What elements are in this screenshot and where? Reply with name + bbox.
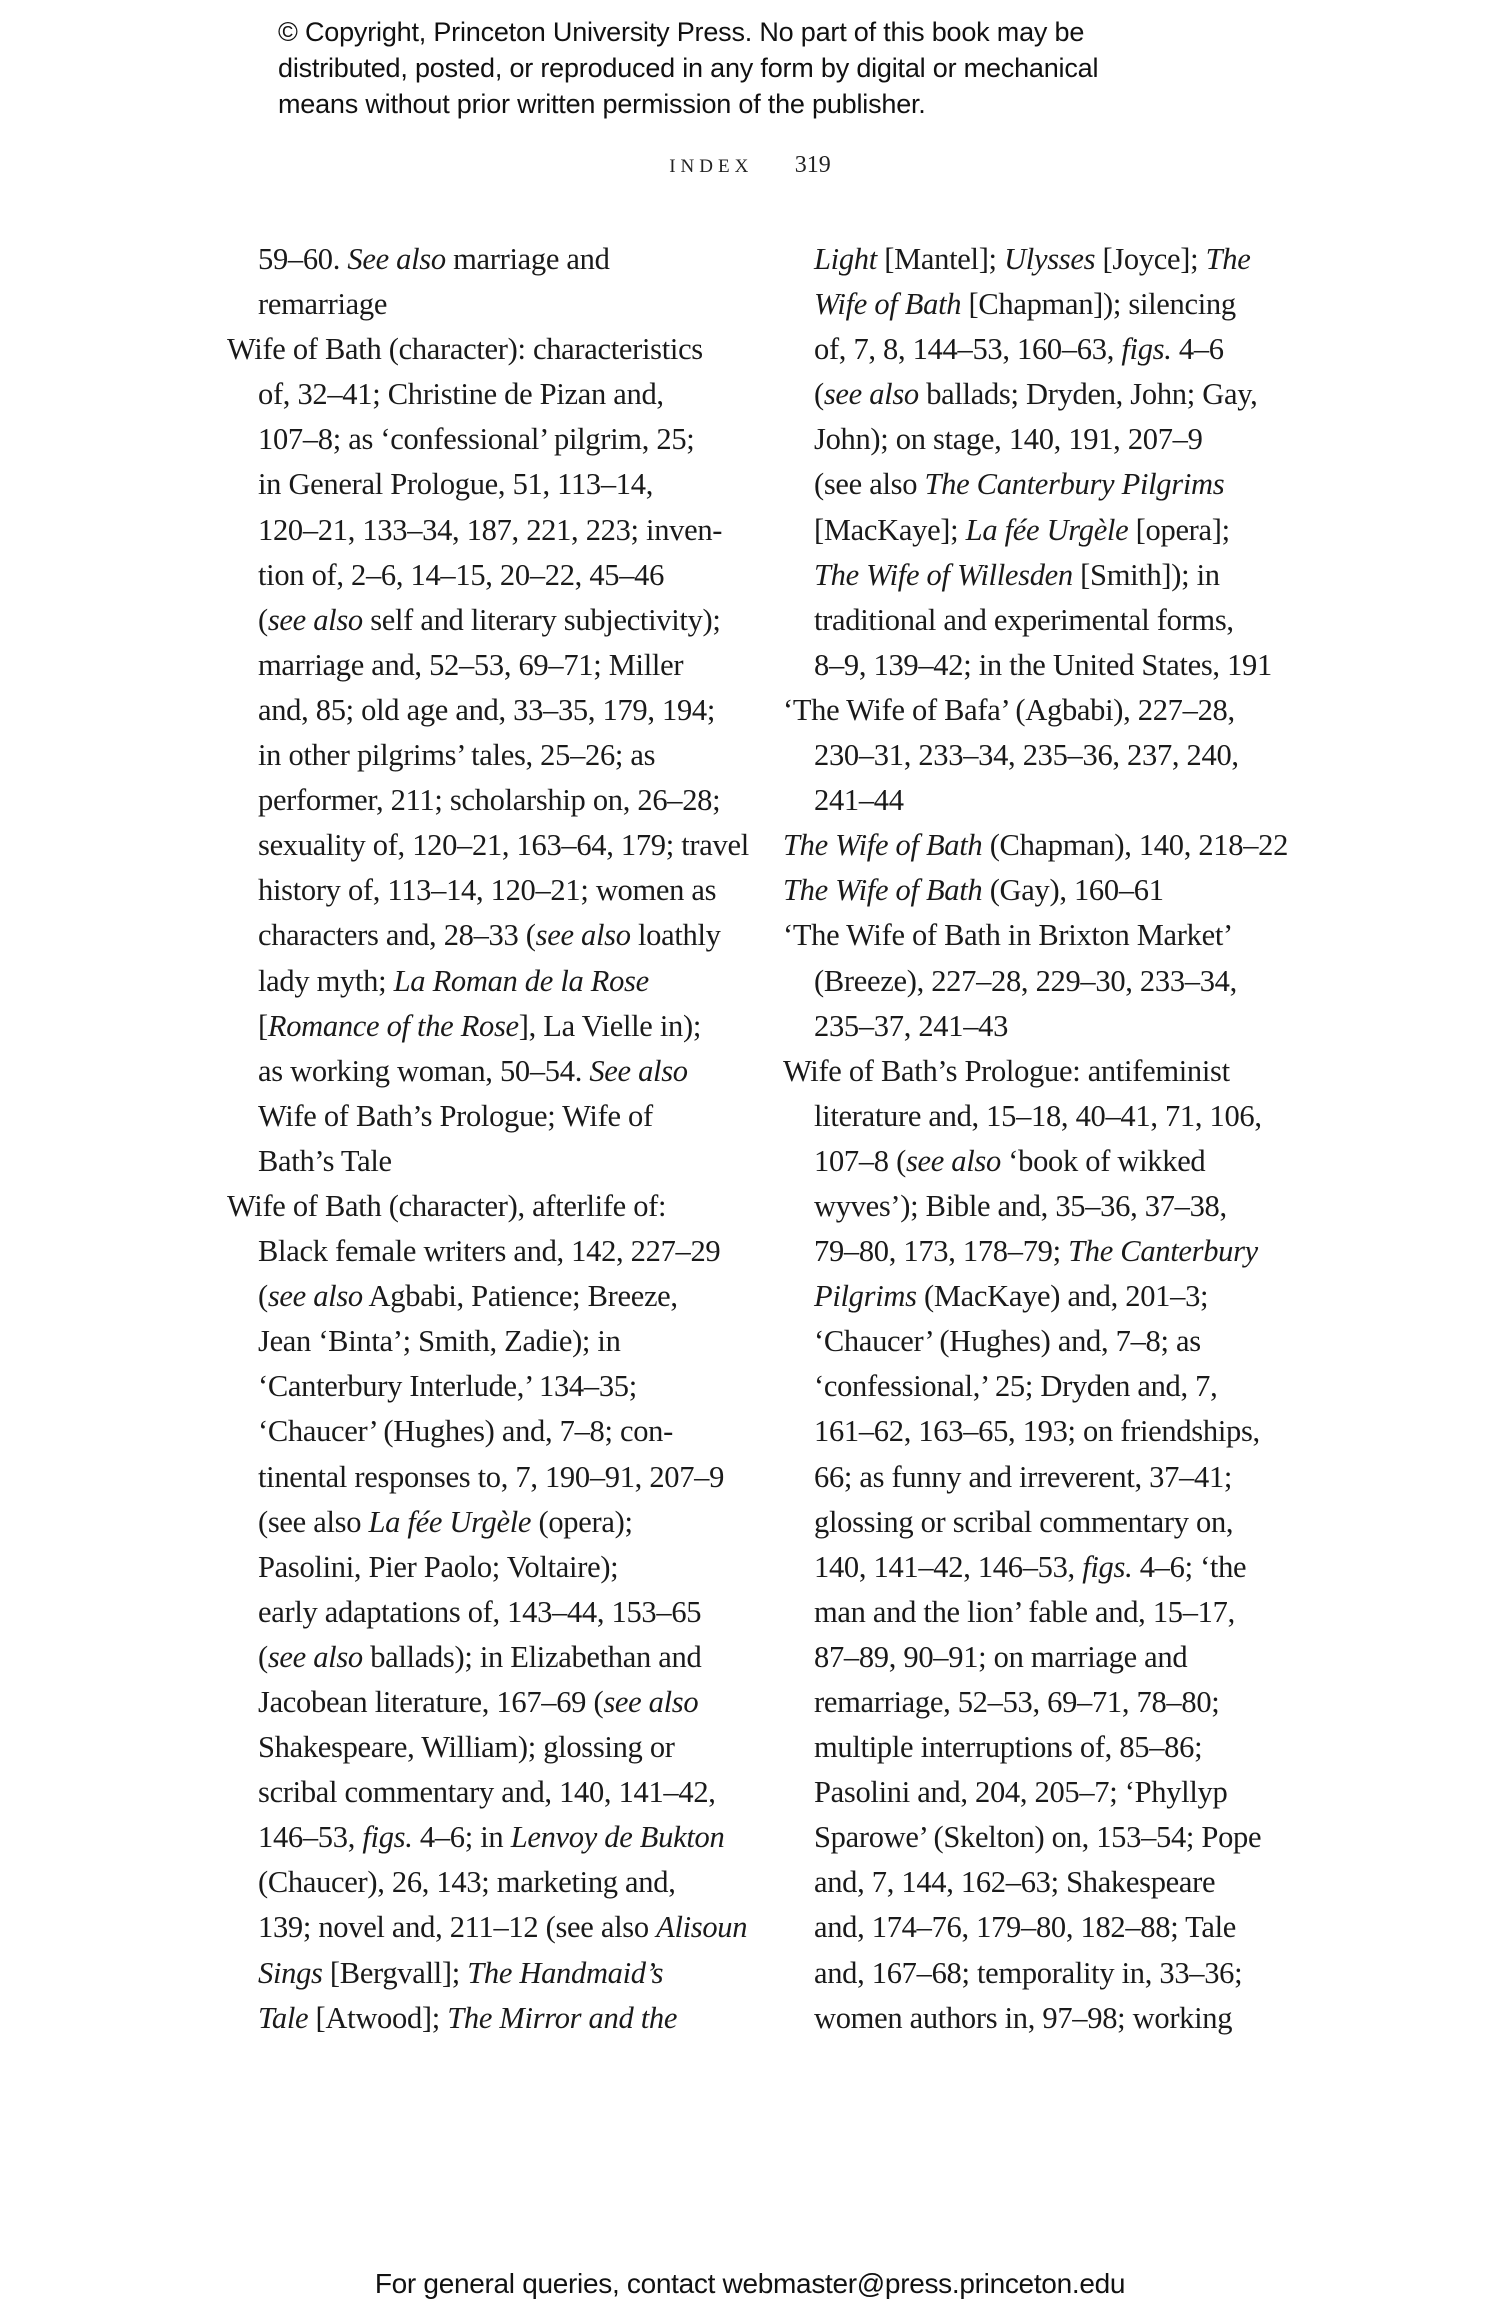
- index-subentry-line: [227, 1951, 787, 1996]
- index-subentry-line: [783, 237, 1343, 282]
- index-subentry-line: [227, 598, 787, 643]
- text: remarriage, 52–53, 69–71, 78–80;: [814, 1685, 1220, 1719]
- text: 59–60.: [258, 242, 348, 276]
- text: 79–80, 173, 178–79;: [814, 1234, 1069, 1269]
- text: Shakespeare, William); glossing or: [258, 1730, 675, 1765]
- index-subentry-line: [783, 1545, 1343, 1590]
- index-subentry-line: [783, 1409, 1343, 1454]
- index-subentry-line: [783, 1770, 1343, 1815]
- text: and, 174–76, 179–80, 182–88; Tale: [814, 1910, 1236, 1945]
- index-subentry-line: [227, 688, 787, 733]
- index-subentry-line: [783, 372, 1343, 417]
- text: 4–6: [1171, 332, 1224, 367]
- text: loathly: [630, 918, 721, 953]
- italic-text: Light: [814, 242, 877, 276]
- text: tinental responses to, 7, 190–91, 207–9: [258, 1459, 725, 1494]
- index-entry-heading: [783, 823, 1343, 868]
- text: [: [258, 1008, 268, 1043]
- italic-text: The Wife of Willesden: [814, 557, 1073, 592]
- index-subentry-line: [227, 1500, 787, 1545]
- index-entry-heading: [783, 868, 1343, 913]
- index-subentry-line: [783, 1319, 1343, 1364]
- text: Agbabi, Patience; Breeze,: [362, 1279, 678, 1314]
- index-subentry-line: [227, 913, 787, 958]
- footer-contact: For general queries, contact webmaster@press.princeton.edu: [374, 2268, 1126, 2299]
- text: tion of, 2–6, 14–15, 20–22, 45–46: [258, 557, 665, 592]
- index-subentry-line: [227, 372, 787, 417]
- text: ], La Vielle in);: [518, 1008, 702, 1043]
- index-subentry-line: [227, 282, 787, 327]
- index-subentry-line: [783, 643, 1343, 688]
- running-head: [0, 152, 1500, 179]
- italic-text: The: [1205, 242, 1251, 276]
- italic-text: The Wife of Bath: [783, 828, 983, 863]
- italic-text: La fée Urgèle: [368, 1504, 532, 1539]
- index-subentry-line: [783, 1500, 1343, 1545]
- index-subentry-line: [227, 1049, 787, 1094]
- index-subentry-line: [783, 1635, 1343, 1680]
- text: Jacobean literature, 167–69 (: [258, 1685, 604, 1719]
- index-subentry-line: [783, 1951, 1343, 1996]
- text: in General Prologue, 51, 113–14,: [258, 467, 654, 502]
- index-subentry-line: [783, 1455, 1343, 1500]
- index-subentry-line: [227, 1319, 787, 1364]
- text: (: [258, 602, 268, 637]
- index-subentry-line: [783, 1860, 1343, 1905]
- text: (Breeze), 227–28, 229–30, 233–34,: [814, 963, 1237, 998]
- text: (see also: [814, 467, 925, 502]
- copyright-notice: [278, 14, 1278, 122]
- italic-text: Ulysses: [1004, 242, 1096, 276]
- index-column-right: [783, 237, 1343, 2041]
- text: 107–8; as ‘confessional’ pilgrim, 25;: [258, 422, 695, 457]
- index-entry-heading: [783, 913, 1343, 958]
- text: 4–6; ‘the: [1132, 1549, 1247, 1584]
- text: (Chapman), 140, 218–22: [982, 828, 1289, 863]
- italic-text: see also: [603, 1685, 699, 1719]
- index-subentry-line: [783, 1590, 1343, 1635]
- text: man and the lion’ fable and, 15–17,: [814, 1594, 1235, 1629]
- index-subentry-line: [227, 1455, 787, 1500]
- text: multiple interruptions of, 85–86;: [814, 1730, 1203, 1765]
- text: (MacKaye) and, 201–3;: [916, 1279, 1209, 1314]
- index-subentry-line: [227, 1229, 787, 1274]
- text: [Mantel];: [876, 242, 1005, 276]
- italic-text: see also: [267, 602, 363, 637]
- text: early adaptations of, 143–44, 153–65: [258, 1594, 702, 1629]
- text: (: [258, 1639, 268, 1674]
- index-subentry-line: [783, 1996, 1343, 2041]
- text: (opera);: [531, 1504, 633, 1539]
- italic-text: Romance of the Rose: [267, 1008, 519, 1043]
- text: scribal commentary and, 140, 141–42,: [258, 1775, 716, 1810]
- index-subentry-line: [227, 417, 787, 462]
- italic-text: The Wife of Bath: [783, 873, 983, 908]
- index-subentry-line: [783, 1094, 1343, 1139]
- text: ballads; Dryden, John; Gay,: [918, 377, 1258, 412]
- index-subentry-line: [783, 733, 1343, 778]
- italic-text: Wife of Bath: [814, 287, 962, 322]
- index-subentry-line: [227, 643, 787, 688]
- text: women authors in, 97–98; working: [814, 2000, 1233, 2035]
- index-subentry-line: [227, 1635, 787, 1680]
- text: 87–89, 90–91; on marriage and: [814, 1639, 1188, 1674]
- index-subentry-line: [783, 1905, 1343, 1950]
- italic-text: The Mirror and the: [447, 2000, 678, 2035]
- index-subentry-line: [227, 1815, 787, 1860]
- text: 140, 141–42, 146–53,: [814, 1549, 1083, 1584]
- index-subentry-line: [783, 1004, 1343, 1049]
- text: sexuality of, 120–21, 163–64, 179; travel: [258, 828, 749, 863]
- index-subentry-line: [783, 1184, 1343, 1229]
- text: 230–31, 233–34, 235–36, 237, 240,: [814, 738, 1239, 773]
- text: ‘Chaucer’ (Hughes) and, 7–8; as: [814, 1324, 1201, 1359]
- text: (: [814, 377, 824, 412]
- text: John); on stage, 140, 191, 207–9: [814, 422, 1203, 457]
- text: ‘Canterbury Interlude,’ 134–35;: [258, 1369, 637, 1404]
- text: remarriage: [258, 287, 388, 322]
- index-subentry-line: [227, 1725, 787, 1770]
- text: Wife of Bath’s Prologue: antifeminist: [783, 1053, 1230, 1088]
- text: 241–44: [814, 783, 904, 818]
- text: and, 7, 144, 162–63; Shakespeare: [814, 1865, 1216, 1900]
- index-subentry-line: [783, 553, 1343, 598]
- text: ‘The Wife of Bafa’ (Agbabi), 227–28,: [783, 692, 1235, 727]
- text: (Chaucer), 26, 143; marketing and,: [258, 1865, 676, 1900]
- index-column-left: [227, 237, 787, 2041]
- index-subentry-line: [783, 1139, 1343, 1184]
- text: [MacKaye];: [814, 512, 966, 547]
- text: [Smith]); in: [1072, 557, 1220, 592]
- section-label: INDEX: [669, 156, 754, 177]
- text: Pasolini, Pier Paolo; Voltaire);: [258, 1549, 619, 1584]
- text: 120–21, 133–34, 187, 221, 223; inven-: [258, 512, 723, 547]
- index-subentry-line: [783, 1274, 1343, 1319]
- index-subentry-line: [227, 237, 787, 282]
- text: lady myth;: [258, 963, 394, 998]
- text: of, 7, 8, 144–53, 160–63,: [814, 332, 1122, 367]
- text: 146–53,: [258, 1820, 363, 1855]
- index-entry-heading: [227, 1184, 787, 1229]
- italic-text: figs.: [362, 1820, 413, 1855]
- text: Wife of Bath’s Prologue; Wife of: [258, 1098, 653, 1133]
- text: 4–6; in: [412, 1820, 511, 1855]
- index-subentry-line: [783, 327, 1343, 372]
- index-subentry-line: [227, 1409, 787, 1454]
- index-subentry-line: [783, 1725, 1343, 1770]
- italic-text: Tale: [258, 2000, 309, 2035]
- text: 139; novel and, 211–12 (see also: [258, 1910, 657, 1945]
- italic-text: Lenvoy de Bukton: [510, 1820, 725, 1855]
- text: history of, 113–14, 120–21; women as: [258, 873, 717, 908]
- index-subentry-line: [783, 778, 1343, 823]
- index-entry-heading: [783, 688, 1343, 733]
- index-entry-heading: [227, 327, 787, 372]
- italic-text: figs.: [1082, 1549, 1133, 1584]
- text: [opera];: [1128, 512, 1230, 547]
- index-subentry-line: [227, 733, 787, 778]
- text: ‘Chaucer’ (Hughes) and, 7–8; con-: [258, 1414, 673, 1449]
- text: marriage and: [445, 242, 610, 276]
- text: (Gay), 160–61: [982, 873, 1164, 908]
- index-subentry-line: [227, 1905, 787, 1950]
- index-subentry-line: [227, 1860, 787, 1905]
- index-subentry-line: [783, 1815, 1343, 1860]
- text: ‘The Wife of Bath in Brixton Market’: [783, 918, 1233, 953]
- index-subentry-line: [227, 1004, 787, 1049]
- text: [Chapman]); silencing: [961, 287, 1236, 322]
- text: ‘confessional,’ 25; Dryden and, 7,: [814, 1369, 1218, 1404]
- text: 235–37, 241–43: [814, 1008, 1009, 1043]
- italic-text: See also: [347, 242, 446, 276]
- index-subentry-line: [227, 778, 787, 823]
- italic-text: See also: [589, 1053, 688, 1088]
- text: and, 167–68; temporality in, 33–36;: [814, 1955, 1243, 1990]
- text: 66; as funny and irreverent, 37–41;: [814, 1459, 1233, 1494]
- italic-text: Pilgrims: [814, 1279, 917, 1314]
- text: Black female writers and, 142, 227–29: [258, 1234, 721, 1269]
- index-subentry-line: [227, 462, 787, 507]
- italic-text: Sings: [258, 1955, 323, 1990]
- text: Wife of Bath (character), afterlife of:: [227, 1188, 667, 1223]
- italic-text: La fée Urgèle: [965, 512, 1129, 547]
- index-subentry-line: [783, 508, 1343, 553]
- index-subentry-line: [783, 462, 1343, 507]
- text: wyves’); Bible and, 35–36, 37–38,: [814, 1188, 1227, 1223]
- page-number: 319: [794, 152, 831, 178]
- italic-text: see also: [267, 1639, 363, 1674]
- italic-text: see also: [905, 1143, 1001, 1178]
- text: as working woman, 50–54.: [258, 1053, 590, 1088]
- text: Jean ‘Binta’; Smith, Zadie); in: [258, 1324, 621, 1359]
- italic-text: The Handmaid’s: [467, 1955, 664, 1990]
- italic-text: see also: [823, 377, 919, 412]
- text: (see also: [258, 1504, 369, 1539]
- italic-text: see also: [535, 918, 631, 953]
- index-subentry-line: [227, 1094, 787, 1139]
- text: [Joyce];: [1095, 242, 1206, 276]
- copyright-line: means without prior written permission of the publisher.: [278, 89, 926, 119]
- index-subentry-line: [783, 1229, 1343, 1274]
- index-subentry-line: [227, 1545, 787, 1590]
- text: [Atwood];: [308, 2000, 448, 2035]
- text: self and literary subjectivity);: [362, 602, 721, 637]
- index-subentry-line: [783, 417, 1343, 462]
- text: (: [258, 1279, 268, 1314]
- text: marriage and, 52–53, 69–71; Miller: [258, 647, 684, 682]
- italic-text: The Canterbury Pilgrims: [924, 467, 1225, 502]
- text: of, 32–41; Christine de Pizan and,: [258, 377, 664, 412]
- copyright-line: © Copyright, Princeton University Press. No part of this book may be: [278, 17, 1085, 47]
- text: Wife of Bath (character): characteristics: [227, 332, 703, 367]
- index-subentry-line: [227, 553, 787, 598]
- text: traditional and experimental forms,: [814, 602, 1234, 637]
- text: in other pilgrims’ tales, 25–26; as: [258, 738, 656, 773]
- text: Sparowe’ (Skelton) on, 153–54; Pope: [814, 1820, 1262, 1855]
- text: 161–62, 163–65, 193; on friendships,: [814, 1414, 1260, 1449]
- index-subentry-line: [227, 1996, 787, 2041]
- index-subentry-line: [227, 868, 787, 913]
- index-subentry-line: [783, 1680, 1343, 1725]
- index-subentry-line: [227, 1680, 787, 1725]
- index-subentry-line: [783, 1364, 1343, 1409]
- index-subentry-line: [783, 282, 1343, 327]
- text: and, 85; old age and, 33–35, 179, 194;: [258, 692, 716, 727]
- text: literature and, 15–18, 40–41, 71, 106,: [814, 1098, 1262, 1133]
- index-subentry-line: [227, 1139, 787, 1184]
- italic-text: The Canterbury: [1068, 1234, 1258, 1269]
- italic-text: Alisoun: [656, 1910, 748, 1945]
- copyright-line: distributed, posted, or reproduced in any form by digital or mechanical: [278, 53, 1099, 83]
- text: 8–9, 139–42; in the United States, 191: [814, 647, 1272, 682]
- index-subentry-line: [227, 1364, 787, 1409]
- index-subentry-line: [227, 823, 787, 868]
- index-subentry-line: [227, 508, 787, 553]
- index-subentry-line: [227, 1274, 787, 1319]
- text: ‘book of wikked: [1000, 1143, 1206, 1178]
- text: 107–8 (: [814, 1143, 906, 1178]
- italic-text: figs.: [1121, 332, 1172, 367]
- index-subentry-line: [227, 959, 787, 1004]
- italic-text: see also: [267, 1279, 363, 1314]
- text: [Bergvall];: [322, 1955, 468, 1990]
- text: characters and, 28–33 (: [258, 918, 536, 953]
- text: Pasolini and, 204, 205–7; ‘Phyllyp: [814, 1775, 1228, 1810]
- italic-text: La Roman de la Rose: [393, 963, 649, 998]
- index-subentry-line: [227, 1590, 787, 1635]
- text: Bath’s Tale: [258, 1143, 392, 1178]
- index-subentry-line: [783, 598, 1343, 643]
- index-subentry-line: [783, 959, 1343, 1004]
- index-subentry-line: [227, 1770, 787, 1815]
- text: ballads); in Elizabethan and: [362, 1639, 702, 1674]
- text: performer, 211; scholarship on, 26–28;: [258, 783, 721, 818]
- index-entry-heading: [783, 1049, 1343, 1094]
- text: glossing or scribal commentary on,: [814, 1504, 1234, 1539]
